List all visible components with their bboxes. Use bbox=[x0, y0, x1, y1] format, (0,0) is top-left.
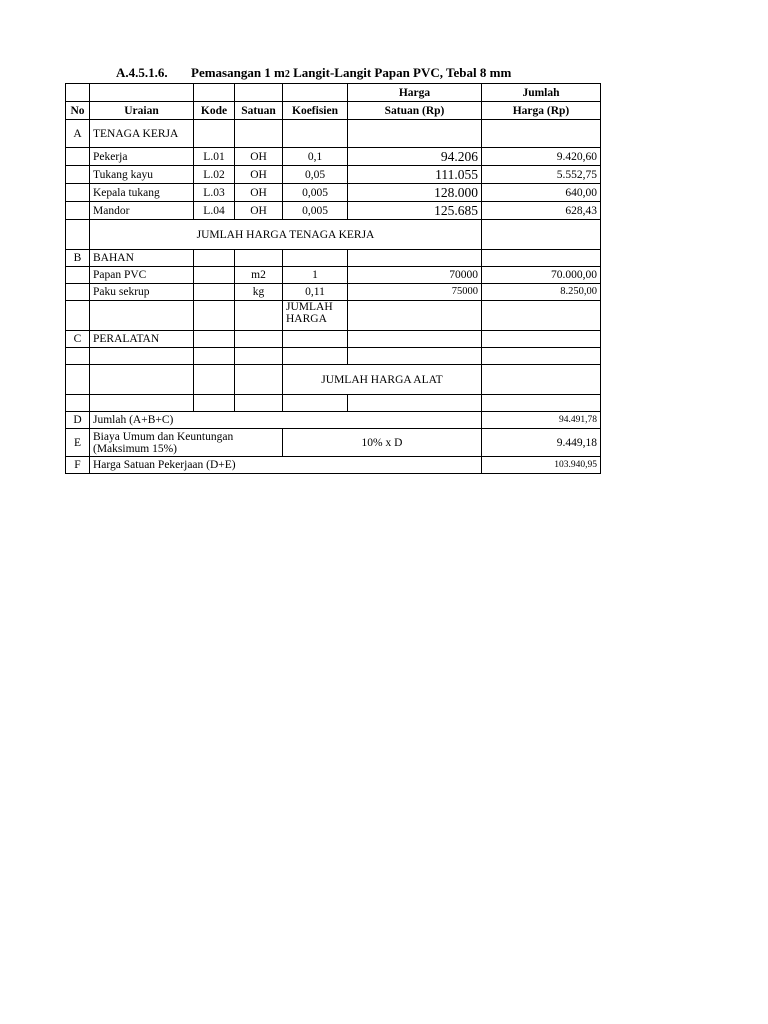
header-harga: Harga bbox=[348, 84, 482, 102]
section-d-no: D bbox=[66, 412, 90, 429]
table-row bbox=[66, 202, 601, 220]
section-f-label: Harga Satuan Pekerjaan (D+E) bbox=[90, 457, 482, 474]
price-analysis-table bbox=[65, 83, 601, 474]
title-text: Pemasangan 1 m bbox=[191, 65, 285, 80]
row-kode: L.02 bbox=[194, 166, 235, 184]
row-koefisien: 0,1 bbox=[283, 148, 348, 166]
header-koefisien: Koefisien bbox=[283, 102, 348, 120]
header-kode: Kode bbox=[194, 102, 235, 120]
row-harga: 111.055 bbox=[348, 166, 482, 184]
row-satuan: OH bbox=[235, 148, 283, 166]
header-harga-satuan: Satuan (Rp) bbox=[348, 102, 482, 120]
section-e-no: E bbox=[66, 429, 90, 457]
table-row bbox=[66, 184, 601, 202]
row-uraian: Kepala tukang bbox=[90, 184, 194, 202]
subtotal-b-label bbox=[283, 301, 348, 331]
section-e-label bbox=[90, 429, 283, 457]
grand-total-f-row bbox=[66, 457, 601, 474]
row-koefisien: 1 bbox=[283, 267, 348, 284]
row-jumlah: 628,43 bbox=[482, 202, 601, 220]
section-d-value: 94.491,78 bbox=[482, 412, 601, 429]
section-a-no: A bbox=[66, 120, 90, 148]
item-code: A.4.5.1.6. bbox=[116, 65, 168, 80]
row-koefisien: 0,005 bbox=[283, 202, 348, 220]
section-a-label: TENAGA KERJA bbox=[90, 120, 194, 148]
section-b-row bbox=[66, 250, 601, 267]
subtotal-a-label: JUMLAH HARGA TENAGA KERJA bbox=[90, 220, 482, 250]
overhead-e-row bbox=[66, 429, 601, 457]
header-satuan: Satuan bbox=[235, 102, 283, 120]
row-jumlah: 9.420,60 bbox=[482, 148, 601, 166]
row-uraian: Papan PVC bbox=[90, 267, 194, 284]
row-harga: 75000 bbox=[348, 284, 482, 301]
row-koefisien: 0,11 bbox=[283, 284, 348, 301]
row-satuan: OH bbox=[235, 184, 283, 202]
row-kode: L.04 bbox=[194, 202, 235, 220]
row-koefisien: 0,05 bbox=[283, 166, 348, 184]
subtotal-b-label-line2: HARGA bbox=[286, 313, 327, 325]
header-jumlah-harga: Harga (Rp) bbox=[482, 102, 601, 120]
section-e-formula: 10% x D bbox=[283, 429, 482, 457]
section-f-no: F bbox=[66, 457, 90, 474]
subtotal-c-label: JUMLAH HARGA ALAT bbox=[283, 365, 482, 395]
section-b-no: B bbox=[66, 250, 90, 267]
row-jumlah: 640,00 bbox=[482, 184, 601, 202]
row-harga: 125.685 bbox=[348, 202, 482, 220]
header-row-2 bbox=[66, 102, 601, 120]
header-jumlah: Jumlah bbox=[482, 84, 601, 102]
row-jumlah: 5.552,75 bbox=[482, 166, 601, 184]
table-row bbox=[66, 284, 601, 301]
row-uraian: Tukang kayu bbox=[90, 166, 194, 184]
row-uraian: Pekerja bbox=[90, 148, 194, 166]
row-satuan: m2 bbox=[235, 267, 283, 284]
total-d-row bbox=[66, 412, 601, 429]
row-satuan: kg bbox=[235, 284, 283, 301]
section-e-label-line2: (Maksimum 15%) bbox=[93, 442, 178, 455]
row-satuan: OH bbox=[235, 202, 283, 220]
row-uraian: Paku sekrup bbox=[90, 284, 194, 301]
table-row bbox=[66, 348, 601, 365]
row-jumlah: 8.250,00 bbox=[482, 284, 601, 301]
row-kode: L.01 bbox=[194, 148, 235, 166]
table-row bbox=[66, 166, 601, 184]
table-row bbox=[66, 148, 601, 166]
title-text-rest: Langit-Langit Papan PVC, Tebal 8 mm bbox=[289, 65, 512, 80]
row-kode bbox=[194, 267, 235, 284]
section-f-value: 103.940,95 bbox=[482, 457, 601, 474]
section-c-label: PERALATAN bbox=[90, 331, 194, 348]
section-a-row bbox=[66, 120, 601, 148]
subtotal-row-b bbox=[66, 301, 601, 331]
subtotal-row-a bbox=[66, 220, 601, 250]
header-no: No bbox=[66, 102, 90, 120]
table-row bbox=[66, 395, 601, 412]
row-harga: 94.206 bbox=[348, 148, 482, 166]
title-unit-superscript: 2 bbox=[284, 69, 290, 80]
header-row-1 bbox=[66, 84, 601, 102]
row-koefisien: 0,005 bbox=[283, 184, 348, 202]
section-d-label: Jumlah (A+B+C) bbox=[90, 412, 482, 429]
section-e-value: 9.449,18 bbox=[482, 429, 601, 457]
subtotal-row-c bbox=[66, 365, 601, 395]
row-uraian: Mandor bbox=[90, 202, 194, 220]
page-title bbox=[116, 65, 511, 81]
header-uraian: Uraian bbox=[90, 102, 194, 120]
row-kode: L.03 bbox=[194, 184, 235, 202]
row-kode bbox=[194, 284, 235, 301]
row-harga: 128.000 bbox=[348, 184, 482, 202]
section-e-label-line1: Biaya Umum dan Keuntungan bbox=[93, 430, 234, 443]
subtotal-b-label-line1: JUMLAH bbox=[286, 301, 333, 313]
row-harga: 70000 bbox=[348, 267, 482, 284]
section-b-label: BAHAN bbox=[90, 250, 194, 267]
section-c-row bbox=[66, 331, 601, 348]
table-row bbox=[66, 267, 601, 284]
row-satuan: OH bbox=[235, 166, 283, 184]
section-c-no: C bbox=[66, 331, 90, 348]
row-jumlah: 70.000,00 bbox=[482, 267, 601, 284]
